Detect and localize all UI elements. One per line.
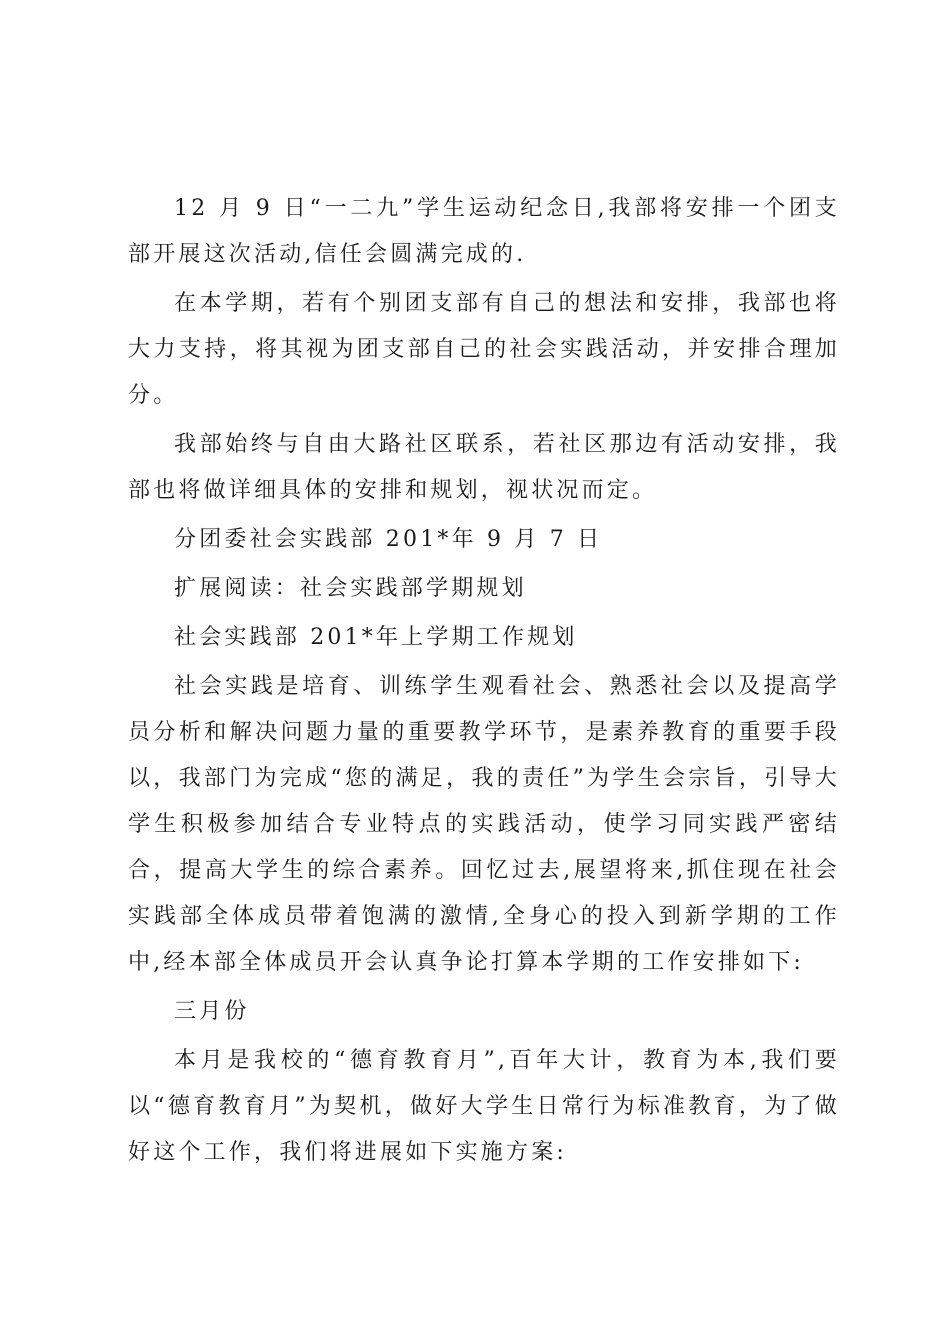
paragraph-moral-education-month: 本月是我校的“德育教育月”,百年大计，教育为本,我们要以“德育教育月”为契机，做好大学生日常行为标准教育，为了做好这个工作，我们将进展如下实施方案: — [128, 1048, 840, 1165]
plan-title: 社会实践部 201*年上学期工作规划 — [174, 625, 578, 650]
paragraph-dec9-activity: 12 月 9 日“一二九”学生运动纪念日,我部将安排一个团支部开展这次活动,信任会圆满完成的. — [128, 196, 840, 267]
signature-date-line: 分团委社会实践部 201*年 9 月 7 日 — [174, 527, 603, 552]
paragraph-practice-intro: 社会实践是培育、训练学生观看社会、熟悉社会以及提高学员分析和解决问题力量的重要教学环节，是素养教育的重要手段以，我部门为完成“您的满足，我的责任”为学生会宗旨，引导大学生积极参加结合专业特点的实践活动，使学习同实践严密结合，提高大学生的综合素养。回忆过去,展望将来,抓住现在社会实践部全体成员带着饱满的激情,全身心的投入到新学期的工作中,经本部全体成员开会认真争论打算本学期的工作安排如下: — [128, 674, 840, 975]
paragraph-branch-support: 在本学期，若有个别团支部有自己的想法和安排，我部也将大力支持，将其视为团支部自己的社会实践活动，并安排合理加分。 — [128, 291, 840, 408]
section-heading-march: 三月份 — [174, 999, 250, 1024]
paragraph-community-contact: 我部始终与自由大路社区联系，若社区那边有活动安排，我部也将做详细具体的安排和规划，视状况而定。 — [128, 432, 840, 503]
document-body — [128, 186, 840, 1179]
extended-reading-line: 扩展阅读：社会实践部学期规划 — [174, 576, 527, 601]
